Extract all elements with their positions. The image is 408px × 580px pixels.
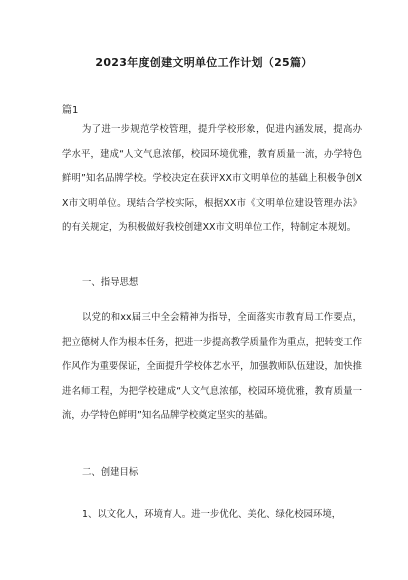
goal-item-1: 1、以文化人，环境育人。进一步优化、美化、绿化校园环境， <box>82 509 342 520</box>
heading-guiding-ideology: 一、指导思想 <box>82 277 139 288</box>
document-title: 2023年度创建文明单位工作计划（25篇） <box>95 56 313 69</box>
intro-paragraph: 为了进一步规范学校管理，提升学校形象，促进内涵发展，提高办学水平，建成“人文气息浓郁，校园环境优雅，教育质量一流，办学特色鲜明”知名品牌学校。学校决定在获评XX市文明单位的基础上积极争创XX市文明单位。现结合学校实际，根据XX市《文明单位建设管理办法》的有关规定，为积极做好我校创建XX市文明单位工作，特制定本规划。 <box>62 124 362 233</box>
section-label: 篇1 <box>62 105 79 116</box>
heading-creation-goals: 二、创建目标 <box>82 467 139 478</box>
guiding-paragraph: 以党的和xx届三中全会精神为指导，全面落实市教育局工作要点，把立德树人作为根本任务，把进一步提高教学质量作为重点，把转变工作作风作为重要保证，全面提升学校体艺水平，加强教师队伍建设，加快推进名师工程，为把学校建成“人文气息浓郁，校园环境优雅，教育质量一流，办学特色鲜明”知名品牌学校奠定坚实的基础。 <box>62 312 363 421</box>
